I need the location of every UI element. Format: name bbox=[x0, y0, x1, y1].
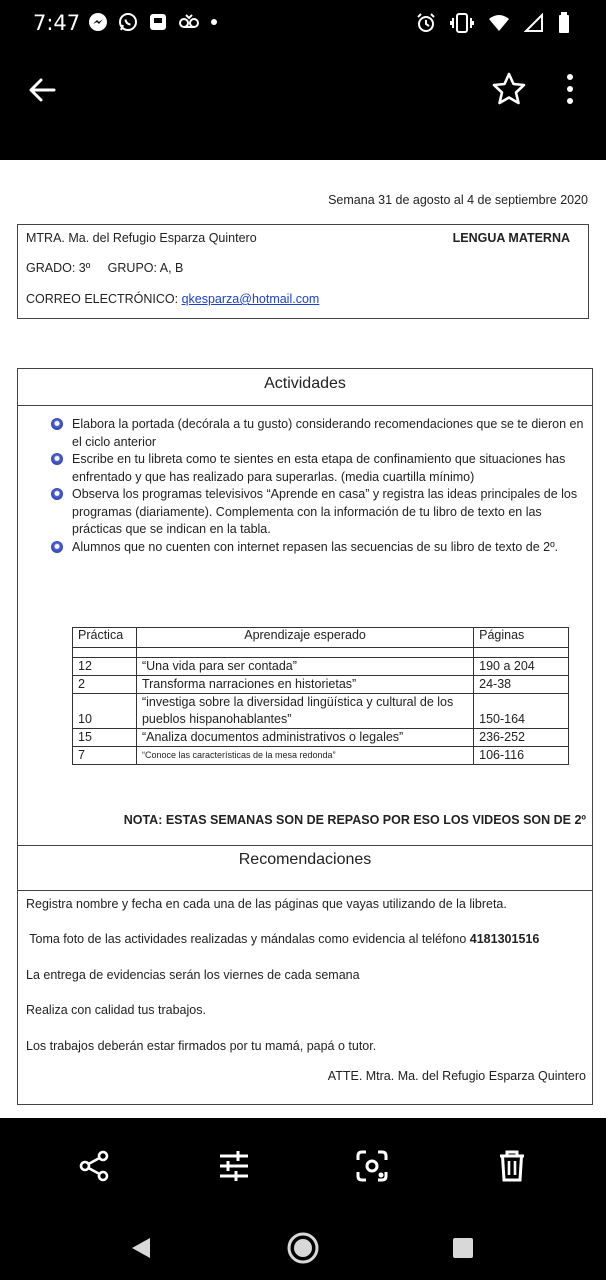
navigation-bar bbox=[0, 1218, 606, 1280]
activities-title: Actividades bbox=[18, 369, 592, 406]
whatsapp-icon bbox=[118, 12, 138, 32]
recommendation-item: Los trabajos deberán estar firmados por tu mamá, papá o tutor. bbox=[26, 1039, 377, 1053]
cell-paginas: 150-164 bbox=[474, 694, 569, 729]
delete-icon[interactable] bbox=[494, 1148, 530, 1184]
header-box bbox=[17, 224, 589, 319]
practices-table bbox=[72, 627, 569, 765]
bottom-toolbar bbox=[0, 1118, 606, 1218]
app-icon bbox=[148, 12, 168, 32]
grade-group: GRADO: 3º GRUPO: A, B bbox=[26, 261, 184, 275]
cell-practica: 2 bbox=[73, 676, 137, 694]
recommendations-title: Recomendaciones bbox=[18, 845, 592, 891]
cell-paginas: 190 a 204 bbox=[474, 658, 569, 676]
signal-icon bbox=[524, 13, 544, 33]
phone-number: 4181301516 bbox=[469, 932, 540, 946]
edit-adjust-icon[interactable] bbox=[216, 1148, 252, 1184]
activities-box bbox=[17, 368, 593, 1105]
cell-practica: 12 bbox=[73, 658, 137, 676]
recommendation-photo bbox=[26, 932, 539, 946]
recommendation-item: La entrega de evidencias serán los viernes de cada semana bbox=[26, 968, 360, 982]
table-header: Aprendizaje esperado bbox=[136, 628, 473, 648]
star-icon[interactable] bbox=[490, 70, 528, 108]
email-line bbox=[26, 292, 319, 306]
activity-text: Observa los programas televisivos “Aprende en casa” y registra las ideas principales de los programas (diariamente). Complementa con la información de tu libro de texto en las prácticas que se indican en la tabla. bbox=[72, 487, 578, 536]
app-bar bbox=[0, 48, 606, 158]
table-row bbox=[73, 694, 569, 729]
recommendation-item: Registra nombre y fecha en cada una de las páginas que vayas utilizando de la libreta. bbox=[26, 897, 507, 911]
table-header-row bbox=[73, 628, 569, 648]
recommendation-item: Realiza con calidad tus trabajos. bbox=[26, 1003, 206, 1017]
list-item bbox=[46, 486, 586, 539]
cell-aprendizaje: “investiga sobre la diversidad lingüística y cultural de los pueblos hispanohablantes” bbox=[136, 694, 473, 729]
table-spacer bbox=[73, 648, 569, 658]
document-page bbox=[0, 160, 606, 1118]
vibrate-icon bbox=[450, 12, 474, 34]
table-row bbox=[73, 658, 569, 676]
activity-text: Alumnos que no cuenten con internet repasen las secuencias de su libro de texto de 2º. bbox=[72, 539, 559, 554]
voicemail-icon bbox=[178, 12, 200, 32]
teacher-name: MTRA. Ma. del Refugio Esparza Quintero bbox=[26, 231, 257, 245]
list-item bbox=[46, 416, 586, 451]
review-note: NOTA: ESTAS SEMANAS SON DE REPASO POR ESO LOS VIDEOS SON DE 2º bbox=[123, 813, 586, 827]
share-icon[interactable] bbox=[76, 1148, 112, 1184]
system-icons bbox=[416, 12, 570, 34]
messenger-icon bbox=[88, 12, 108, 32]
more-vert-icon[interactable] bbox=[556, 70, 584, 108]
recommendation-text: Toma foto de las actividades realizadas y mándalas como evidencia al teléfono bbox=[26, 932, 470, 946]
nav-back-icon[interactable] bbox=[120, 1228, 160, 1268]
cell-practica: 10 bbox=[73, 694, 137, 729]
nav-home-icon[interactable] bbox=[283, 1228, 323, 1268]
alarm-icon bbox=[416, 12, 436, 34]
dot-icon bbox=[210, 12, 218, 32]
cell-paginas: 24-38 bbox=[474, 676, 569, 694]
table-header: Páginas bbox=[474, 628, 569, 648]
table-row bbox=[73, 747, 569, 765]
subject-name: LENGUA MATERNA bbox=[452, 231, 570, 245]
wifi-icon bbox=[488, 13, 510, 33]
cell-aprendizaje: “Una vida para ser contada” bbox=[136, 658, 473, 676]
bullet-icon bbox=[51, 453, 63, 465]
battery-icon bbox=[558, 12, 570, 34]
email-link[interactable]: qkesparza@hotmail.com bbox=[181, 292, 320, 306]
list-item bbox=[46, 539, 586, 557]
signature: ATTE. Mtra. Ma. del Refugio Esparza Quintero bbox=[327, 1069, 586, 1083]
email-label: CORREO ELECTRÓNICO: bbox=[26, 292, 182, 306]
table-row bbox=[73, 729, 569, 747]
cell-practica: 7 bbox=[73, 747, 137, 765]
bullet-icon bbox=[51, 541, 63, 553]
cell-aprendizaje: “Analiza documentos administrativos o legales” bbox=[136, 729, 473, 747]
list-item bbox=[46, 451, 586, 486]
table-row bbox=[73, 676, 569, 694]
bullet-icon bbox=[51, 488, 63, 500]
notification-icons bbox=[88, 12, 218, 32]
activities-list bbox=[46, 416, 586, 556]
cell-paginas: 236-252 bbox=[474, 729, 569, 747]
cell-practica: 15 bbox=[73, 729, 137, 747]
back-arrow-icon[interactable] bbox=[24, 72, 60, 108]
cell-aprendizaje: Transforma narraciones en historietas” bbox=[136, 676, 473, 694]
bullet-icon bbox=[51, 418, 63, 430]
cell-paginas: 106-116 bbox=[474, 747, 569, 765]
table-header: Práctica bbox=[73, 628, 137, 648]
activity-text: Escribe en tu libreta como te sientes en esta etapa de confinamiento que situaciones has enfrentado y que has realizado para superarlas. (media cuartilla mínimo) bbox=[72, 452, 566, 484]
status-bar bbox=[0, 0, 606, 48]
activity-text: Elabora la portada (decórala a tu gusto) considerando recomendaciones que se te dieron en el ciclo anterior bbox=[72, 417, 584, 449]
nav-recents-icon[interactable] bbox=[443, 1228, 483, 1268]
lens-icon[interactable] bbox=[354, 1148, 390, 1184]
cell-aprendizaje: “Conoce las características de la mesa redonda” bbox=[136, 747, 473, 765]
status-time: 7:47 bbox=[33, 11, 81, 35]
week-range: Semana 31 de agosto al 4 de septiembre 2020 bbox=[328, 193, 588, 207]
